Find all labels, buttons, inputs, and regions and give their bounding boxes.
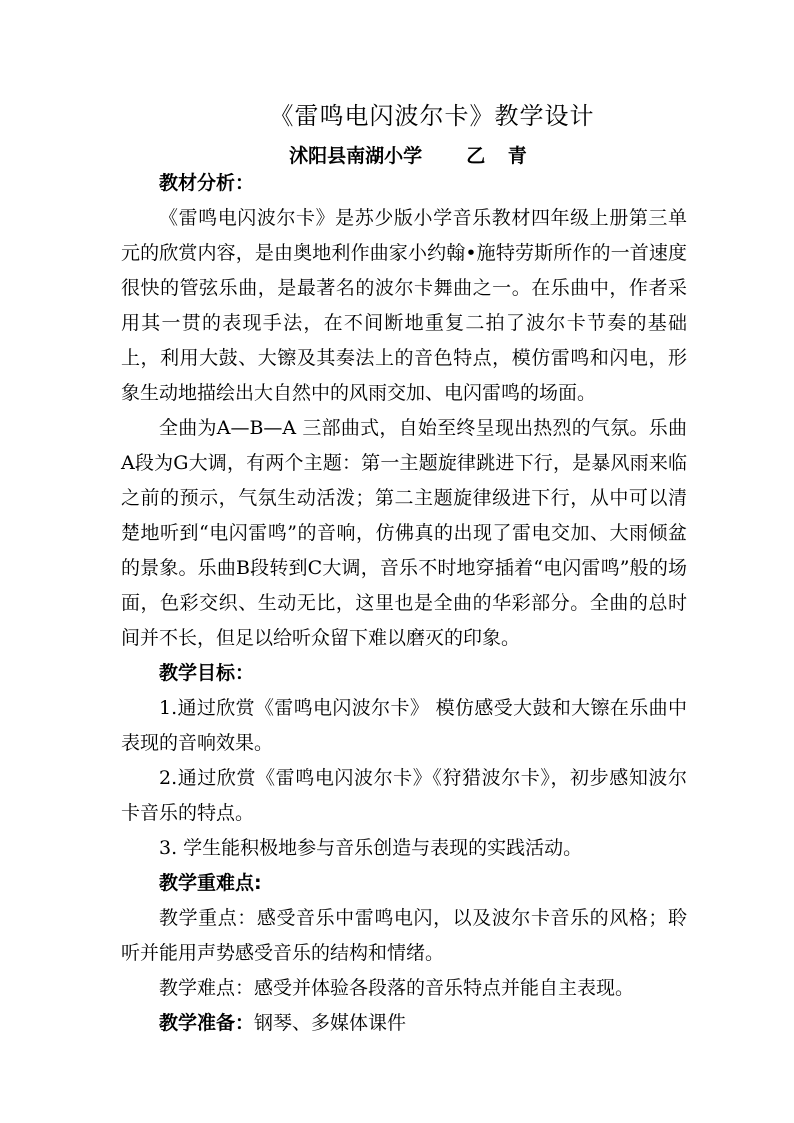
preparation-line bbox=[121, 1006, 687, 1041]
document-body bbox=[121, 166, 687, 1041]
section-heading-keypoints: 教学重难点: bbox=[159, 872, 262, 894]
key-point-paragraph: 教学重点：感受音乐中雷鸣电闪，以及波尔卡音乐的风格；聆听并能用声势感受音乐的结构和情绪。 bbox=[121, 907, 687, 964]
section-heading-analysis: 教材分析： bbox=[159, 172, 255, 194]
analysis-paragraph-1: 《雷鸣电闪波尔卡》是苏少版小学音乐教材四年级上册第三单元的欣赏内容，是由奥地利作曲家小约翰•施特劳斯所作的一首速度很快的管弦乐曲，是最著名的波尔卡舞曲之一。在乐曲中，作者采用其一贯的表现手法，在不间断地重复二拍了波尔卡节奏的基础上，利用大鼓、大镲及其奏法上的音色特点，模仿雷鸣和闪电，形象生动地描绘出大自然中的风雨交加、电闪雷鸣的场面。 bbox=[121, 207, 687, 404]
goal-item-3: 3. 学生能积极地参与音乐创造与表现的实践活动。 bbox=[159, 837, 583, 859]
preparation-label: 教学准备： bbox=[159, 1012, 255, 1034]
section-heading-goals: 教学目标： bbox=[159, 662, 255, 684]
difficult-point-paragraph: 教学难点：感受并体验各段落的音乐特点并能自主表现。 bbox=[159, 977, 635, 999]
goal-item-2: 2.通过欣赏《雷鸣电闪波尔卡》《狩猎波尔卡》，初步感知波尔卡音乐的特点。 bbox=[121, 767, 687, 824]
goal-item-1: 1.通过欣赏《雷鸣电闪波尔卡》 模仿感受大鼓和大镲在乐曲中表现的音响效果。 bbox=[121, 697, 687, 754]
author-line bbox=[0, 141, 794, 168]
analysis-paragraph-2: 全曲为A—B—A 三部曲式，自始至终呈现出热烈的气氛。乐曲A段为G大调，有两个主题：第一主题旋律跳进下行，是暴风雨来临之前的预示，气氛生动活泼；第二主题旋律级进下行，从中可以清楚地听到“电闪雷鸣”的音响，仿佛真的出现了雷电交加、大雨倾盆的景象。乐曲B段转到C大调，音乐不时地穿插着“电闪雷鸣”般的场面，色彩交织、生动无比，这里也是全曲的华彩部分。全曲的总时间并不长，但足以给听众留下难以磨灭的印象。 bbox=[121, 417, 687, 649]
document-title: 《雷鸣电闪波尔卡》教学设计 bbox=[269, 102, 595, 130]
preparation-value: 钢琴、多媒体课件 bbox=[254, 1012, 407, 1034]
teacher-name: 乙 青 bbox=[466, 145, 535, 167]
school-name: 沭阳县南湖小学 bbox=[289, 145, 423, 167]
